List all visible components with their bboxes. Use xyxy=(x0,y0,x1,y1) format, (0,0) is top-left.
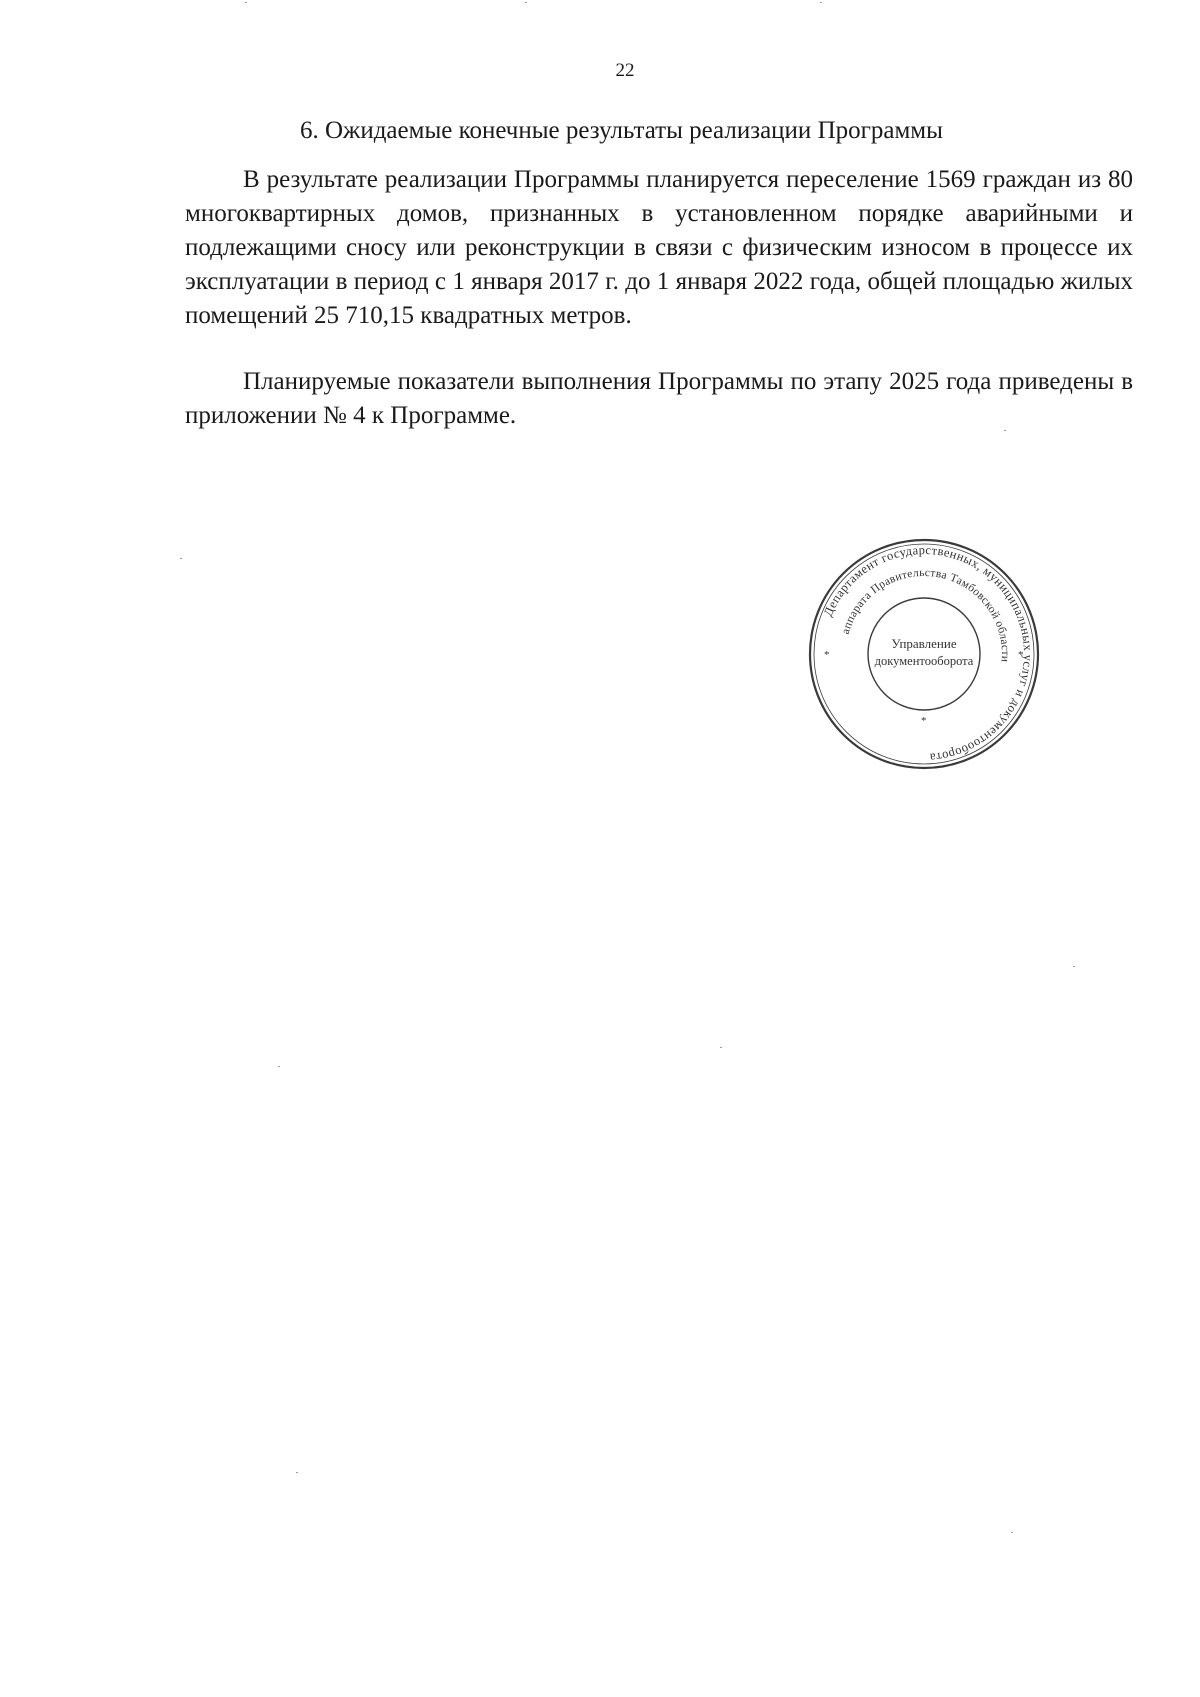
stamp-star-icon: * xyxy=(1018,649,1024,661)
official-seal-stamp xyxy=(806,536,1042,772)
scan-speck xyxy=(820,2,822,3)
stamp-center-line-1: Управление xyxy=(891,636,957,651)
scan-speck xyxy=(720,1047,722,1048)
scan-speck xyxy=(180,558,182,559)
paragraph-indicators: Планируемые показатели выполнения Программы по этапу 2025 года приведены в приложении № 4 к Программе. xyxy=(185,368,1133,429)
scan-speck xyxy=(278,1066,280,1067)
stamp-inner-text: аппарата Правительства Тамбовской области xyxy=(839,566,1012,663)
stamp-star-icon: * xyxy=(921,715,927,727)
stamp-outer-text: Департамент государственных, муниципальных услуг и документооборота xyxy=(820,542,1036,765)
stamp-center-line-2: документооборота xyxy=(874,654,974,668)
scan-speck xyxy=(1073,966,1075,967)
stamp-star-icon: * xyxy=(824,649,830,661)
section-heading: 6. Ожидаемые конечные результаты реализации Программы xyxy=(300,117,943,144)
scan-speck xyxy=(525,2,527,3)
scan-speck xyxy=(1011,1532,1013,1533)
scan-speck xyxy=(245,2,247,3)
scan-speck xyxy=(296,1472,298,1473)
page-number: 22 xyxy=(615,60,635,81)
scan-speck xyxy=(1004,430,1006,431)
paragraph-results: В результате реализации Программы планируется переселение 1569 граждан из 80 многоквартирных домов, признанных в установленном порядке аварийными и подлежащими сносу или реконструкции в связи с физическим износом в процессе их эксплуатации в период с 1 января 2017 г. до 1 января 2022 года, общей площадью жилых помещений 25 710,15 квадратных метров. xyxy=(185,166,1133,329)
